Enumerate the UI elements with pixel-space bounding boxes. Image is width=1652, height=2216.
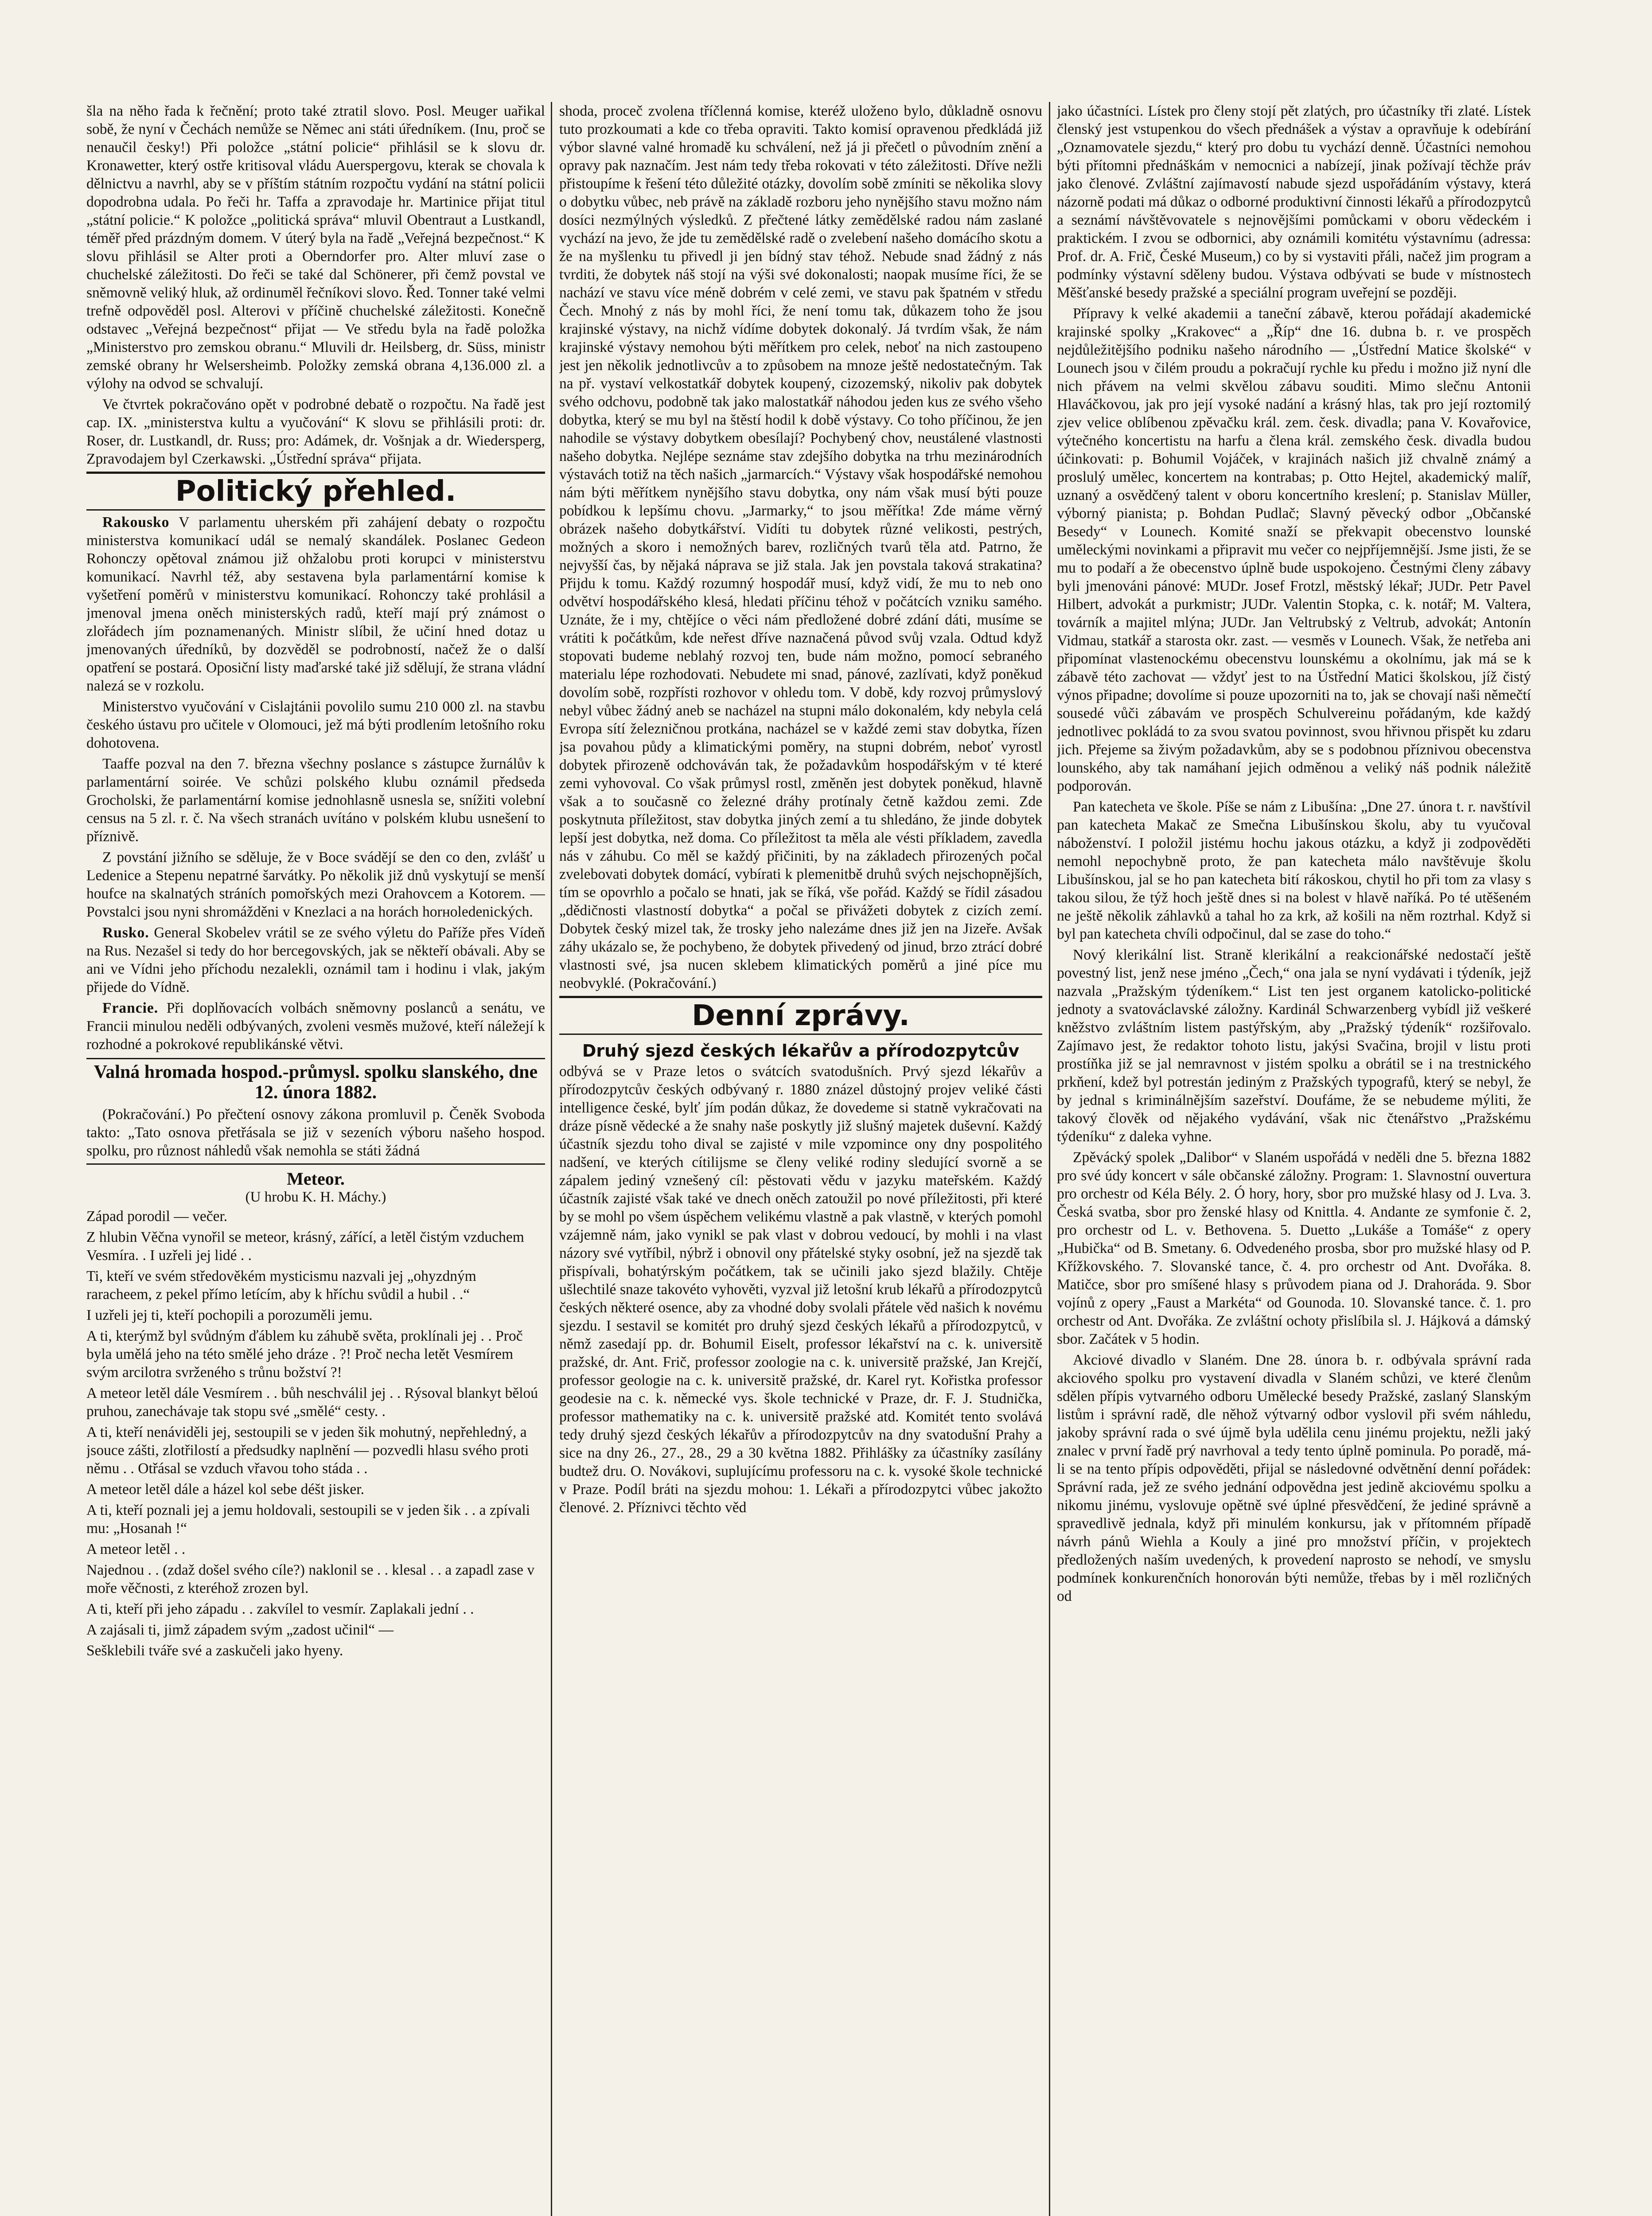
news-paragraph: jako účastníci. Lístek pro členy stojí pět zlatých, pro účastníky tři zlaté. Lístek členský jest vstupenkou do všech přednášek a výstav a opravňuje k odebírání „Oznamovatele sjezdu,“ který pro dobu tu vychází denně. Účastníci nemohou býti přítomni přednáškám v nemocnici a nabízejí, jinak požívají těchže práv jako členové. Zvláštní zajímavostí nabude sjezd uspořádáním výstavy, která názorně podati má důkaz o odborné produktivní činnosti lékařů a přírodozpytců a seznámí návštěvovatele s nejnovějšími pomůckami v oboru vědeckém i praktickém. I zvou se odbornici, aby oznámili komitétu výstavnímu (adressa: Prof. dr. A. Frič, České Museum,) co by si vystaviti přáli, načež jim program a podmínky výstavní sděleny budou. Výstava odbývati se bude v místnostech Měšťanské besedy pražské a speciální program uveřejní se později.	[1057, 103, 1531, 301]
politics-lead: Francie.	[102, 1000, 159, 1016]
assembly-continued-paragraph: shoda, proceč zvolena tříčlenná komise, kteréž uloženo bylo, důkladně osnovu tuto prozkoumati a kde co třeba opraviti. Takto komisí opravenou předkládá již výbor slavné valné hromadě ku schválení, než já ji přečetl o původním znění a opravy pak naznačím. Jest nám tedy třeba rokovati v této záležitosti. Dříve nežli přistoupíme k řešení této důležité otázky, dovolím sobě zmíniti se několika slovy o dobytku vůbec, neb právě na základě rozboru jeho nynějšího stavu možno nám dosíci nezmýlných výsledků. Z přečtené látky zemědělské radou nám zaslané vychází na jevo, že jde tu zemědělské radě o zvelebení našeho domácího skotu a že na myšlenku tu přivedl ji jen bídný stav téhož. Nebude snad žádný z nás tvrditi, že dobytek náš stojí na výši své dokonalosti; naopak musíme říci, že se nachází ve stavu více méně dobrém v celé zemi, ve stavu pak špatném v středu Čech. Mnohý z nás by mohl říci, že není tomu tak, důkazem toho že jsou krajinské výstavy, na nichž vídíme dobytek dokonalý. Já tvrdím však, že nám krajinské výstavy nemohou býti měřítkem pro celek, neboť na nich zastoupeno jest jen několik jednotlivcův a to způsobem na mnoze ještě nedostatečným. Tak na př. vystaví velkostatkář dobytek koupený, cizozemský, nikoliv pak dobytek svého odchovu, podobně tak jako malostatkář náhodou jeden kus ze svého všeho dobytka, který se mu byl na štěstí hodil k době výstavy. Co toho příčinou, že jen nahodile se výstavy dobytkem obesílají? Pochybený chov, neustálené vlastnosti našeho dobytka. Nejlépe seznáme stav zdejšího dobytka na trhu mezinárodních výstavách totiž na těch našich „jarmarcích.“ Výstavy však hospodářské nemohou nám býti měřítkem nynějšího stavu dobytka, ony nám však musí býti pouze pobídkou k lepšímu chovu. „Jarmarky,“ to jsou měřítka! Zde máme věrný obrázek našeho dobytkářství. Vidíti tu dobytek různé velikosti, pestrých, možných a skoro i nemožných barev, rozličných tvarů těla atd. Patrno, že nejvyšší čas, by nějaká náprava se již stala. Jak jen povstala taková strakatina? Přijdu k tomu. Každý rozumný hospodář musí, když vidí, že mu to neb ono odvětví hospodářského klesá, hledati příčinu téhož v počátcích vzniku samého. Uznáte, že i my, chtějíce o věci nám předložené dobré zdání dáti, musíme se vrátiti k počátkům, kde neřest dříve naznačená původ svůj vzala. Odtud když stopovati budeme neblahý rozvoj ten, bude nám možno, pomocí sebraného materialu lépe rozhodovati. Nebudete mi snad, pánové, zazlívati, když poněkud dovolím sobě, rozpřísti rozhovor v ohledu tom. V době, kdy rozvoj průmyslový nebyl vůbec žádný aneb se nacházel na stupni málo dokonalém, kdy nebyla celá Evropa sítí železničnou protkána, nacházel se v každé zemi stav dobytka, řízen jsa povahou půdy a klimatickými poměry, na stupni dobrém, neboť vyrostl dobytek přirozeně odchováván tak, že požadavkům hospodářským v té které zemi vyhovoval. Co však průmysl rostl, změněn jest dobytek poněkud, hlavně však a to současně co železné dráhy protínaly četně každou zemi. Zde poskytnuta příležitost, stav dobytka jiných zemí a tu shledáno, že jinde dobytek lepší jest dobytka, než doma. Co příležitost ta měla ale vésti příkladem, zavedla nás v záhubu. Co měl se každý přičiniti, by na základech přirozených počal zvelebovati dobytek domácí, vybírati k plemenitbě druhů svých nejschopnějších, tím se opovrhlo a počalo se hnati, jak se říká, vše pořád. Každý se řídil zásadou „dědičnosti vlastností dobytka“ a počal se přivážeti dobytek z cizích zemí. Dobytek český mizel tak, že trosky jeho nalezáme dnes již jen na Jizeře. Avšak záhy ukázalo se, že pochybeno, že dobytek přivedený od jinud, brzo ztrácí dobré vlastnosti své, jsa nucen sklebem klimatických poměrů a jiné píce mu neobvyklé. (Pokračování.)	[559, 103, 1042, 991]
column-1	[86, 102, 545, 2216]
poem-line: Z hlubin Věčna vynořil se meteor, krásný, zářící, a letěl čistým vzduchem Vesmíra. . I uzřeli jej lidé . .	[86, 1229, 524, 1264]
column-rule-left	[551, 102, 552, 2216]
poem-line: A ti, kteří při jeho západu . . zakvílel to vesmír. Zaplakali jední . .	[86, 1601, 474, 1617]
poem-line: A meteor letěl . .	[86, 1541, 186, 1557]
politics-lead: Rakousko	[102, 514, 170, 531]
poem-subtitle: (U hrobu K. H. Máchy.)	[245, 1189, 386, 1205]
assembly-paragraph: (Pokračování.) Po přečtení osnovy zákona promluvil p. Čeněk Svoboda takto: „Tato osnova přetřásala se již v sezeních výboru našeho hospod. spolku, pro různost náhledů však nemohla se státi žádná	[86, 1106, 545, 1159]
poem-line: A ti, kterýmž byl svůdným ďáblem ku záhubě světa, proklínali jej . . Proč byla umělá jeho na této smělé jeho dráze . ?! Proč necha letět Vesmírem svým arcilotra svrženého s trůnu božství ?!	[86, 1328, 523, 1381]
politics-paragraph: Taaffe pozval na den 7. března všechny poslance s zástupce žurnálův k parlamentární soirée. Ve schůzi polského klubu oznámil předseda Grocholski, že parlamentární komise jednohlasně usnesla se, snížiti volební census na 5 zl. r. č. Na všech stranách uvítáno v polském klubu usnešení to příznivě.	[86, 756, 545, 845]
assembly-heading: Valná hromada hospod.-průmysl. spolku slanského, dne 12. února 1882.	[86, 1058, 545, 1103]
politics-heading: Politický přehled.	[86, 472, 545, 511]
politics-paragraph: Rusko. General Skobelev vrátil se ze svého výletu do Paříže přes Vídeň na Rus. Nezašel si tedy do hor bercegovských, jak se někteří obávali. Aby se ani ve Vídni jeho příchodu nezalekli, oznámil tam i hodinu i vlak, jakým přijede do Vídně.	[86, 925, 545, 995]
poem-line: A meteor letěl dále Vesmírem . . bůh neschválil jej . . Rýsoval blankyt běloú pruhou, zanechávaje tak stopu své „smělé“ cesty. .	[86, 1385, 538, 1420]
intro-article	[86, 102, 545, 468]
poem-line: A meteor letěl dále a házel kol sebe déšt jisker.	[86, 1481, 364, 1498]
poem-line: A ti, kteří nenáviděli jej, sestoupili se v jeden šik mohutný, nepřehledný, a jsouce zášti, zlotřilostí a předsudky naplnění — pozvedli hlasu svého proti němu . . Otřásal se vzduch vřavou toho stáda . .	[86, 1424, 529, 1477]
news-paragraph: Nový klerikální list. Straně klerikální a reakcionářské nedostačí ještě povestný list, jenž nese jméno „Čech,“ ona jala se nyní vydávati i týdeník, jejž nazvala „Pražským týdeníkem.“ List ten jest organem katolicko-politické jednoty a svatováclavské záložny. Kardinál Schwarzenberg vybídl již veškeré kněžstvo zvláštním listem pastýřským, aby „Pražský týdeník“ rozšiřovalo. Zajímavo jest, že redaktor tohoto listu, jakýsi Svačina, brojil v listu proti prostíňka již se jal nemravnost v jistém spolku a obrátil se i na trestnického prkňení, kdež byl potrestán jediným z Pražských typografů, který se nebyl, že by jednal s kriminálnějším sazeřství. Doufáme, že se nebudeme mýliti, že takový člověk od nějakého vydávání, však nic čtenářstvo „Pražskému týdeníku“ z daleka vyhne.	[1057, 947, 1531, 1145]
politics-section	[86, 513, 545, 1053]
intro-paragraph: šla na něho řada k řečnění; proto také ztratil slovo. Posl. Meuger uařikal sobě, že nyní v Čechách nemůže se Němec ani státi úředníkem. (Inu, proč se nenaučil česky!) Při položce „státní policie“ přihlásil se k slovu dr. Kronawetter, který ostře kritisoval vládu Auerspergovu, kterak se chovala k dělnictvu a navrhl, aby se v příštím státním rozpočtu vydání na státní policii dopodrobna udala. Po řeči hr. Taffa a zpravodaje hr. Martinice přijat titul „státní policie.“ K položce „politická správa“ mluvil Obentraut a Lustkandl, téměř před prázdným domem. V úterý byla na řadě „Veřejná bezpečnost.“ K slovu přihlásil se Alter proti a Oberndorfer pro. Alter mluví zase o chuchelské záležitosti. Do řeči se také dal Schönerer, při čemž povstal ve sněmovně veliký hluk, až ordinuměl řečníkovi slovo. Řed. Tonner také velmi trefně odpověděl posl. Alterovi v příčině chuchelské záležitosti. Konečně odstavec „Veřejná bezpečnost“ přijat — Ve středu byla na řadě položka „Ministerstvo pro zemskou obranu.“ Mluvili dr. Heilsberg, dr. Süss, ministr zemské obrany hr Welsersheimb. Položky zemská obrana 4,136.000 zl. a výlohy na odvod se schvalují.	[86, 103, 545, 392]
poem-line: A ti, kteří poznali jej a jemu holdovali, sestoupili se v jeden šik . . a zpívali mu: „Hosanah !“	[86, 1502, 530, 1537]
poem-line: A zajásali ti, jimž západem svým „zadost učinil“ —	[86, 1622, 394, 1638]
poem-line: Najednou . . (zdaž došel svého cíle?) naklonil se . . klesal . . a zapadl zase v moře věčnosti, z kteréhož zrozen byl.	[86, 1562, 535, 1596]
politics-paragraph: Francie. Při doplňovacích volbách sněmovny poslanců a senátu, ve Francii minulou neděli odbývaných, zvoleni vesměs mužové, kteří náležejí k rozhodné a pokrokové republikánské větvi.	[86, 1000, 545, 1053]
news-paragraph: Zpěvácký spolek „Dalibor“ v Slaném uspořádá v neděli dne 5. března 1882 pro své údy koncert v sále občanské záložny. Program: 1. Slavnostní ouvertura pro orchestr od Kéla Bély. 2. Ó hory, hory, sbor pro mužské hlasy od J. Lva. 3. Česká svatba, sbor pro ženské hlasy od Knittla. 4. Andante ze symfonie č. 2, pro orchestr od L. v. Bethovena. 5. Duetto „Lukáše a Tomáše“ z opery „Hubička“ od B. Smetany. 6. Odvedeného prosba, sbor pro mužské hlasy od P. Křížkovského. 7. Slovanské tance, č. 4. pro orchestr od Ant. Dvořáka. 8. Matičce, sbor pro smíšené hlasy s průvodem piana od J. Drahoráda. 9. Sbor vojínů z opery „Faust a Markéta“ od Gounoda. 10. Slovanské tance. č. 1. pro orchestr od Ant. Dvořáka. Ze zvláštní ochoty přislíbila sl. J. Hájková a dámský sbor. Začátek v 5 hodin.	[1057, 1149, 1531, 1347]
intro-paragraph: Ve čtvrtek pokračováno opět v podrobné debatě o rozpočtu. Na řadě jest cap. IX. „ministerstva kultu a vyučování“ K slovu se přihlásili proti: dr. Roser, dr. Lustkandl, dr. Russ; pro: Adámek, dr. Vošnjak a dr. Wiedersperg, Zpravodajem byl Czerkawski. „Ústřední správa“ přijata.	[86, 396, 545, 467]
section-divider	[86, 1163, 545, 1165]
congress-paragraph: odbývá se v Praze letos o svátcích svatodušních. Prvý sjezd lékařův a přírodozpytcův českých odbývaný r. 1880 znázel důstojný projev veliké části intelligence české, bylť jím podán důkaz, že dovedeme si statně vykračovati na dráze písně vědecké a že snahy naše poskytly již slušný majetek duševní. Každý účastník sjezdu toho dival se zajisté v mile vzpomince ony dny pospolitého nadšení, ve kterých cítilijsme se členy veliké rodiny sledující svorně a se zápalem jediný vznešený cíl: pěstovati vědu v jazyku mateřském. Každý účastník zajisté však také ve dnech oněch zatoužil po nové příležitosti, při které by se mohl po všem úspěchem velikému vlastně a pak vlastně, v kterých pomohl vzájemně nám, jako vynikl se pak vlast v dobrou vedoucí, by mohli i na vlast názory své vytříbil, nýbrž i obnovil ony přátelské styky osobní, jež na sjezdě tak přispívali, bohatýrským počátkem, tak se učinili jako sjezd blažily. Chtěje ušlechtilé snaze takovéto vyhověti, vyzval již letošní krub lékařů a přírodozpytců českých některé osence, aby za vhodné doby svolali přátele věd našich k novému sjezdu. I sestavil se komitét pro druhý sjezd českých lékařů a přírodozpytců, v němž zasedají pp. dr. Bohumil Eiselt, professor lékařství na c. k. universitě pražské, dr. Ant. Frič, professor zoologie na c. k. universitě pražské, Jan Krejčí, professor geologie na c. k. universitě pražské, dr. Karel ryt. Kořistka professor geodesie na c. k. německé vys. škole technické v Praze, dr. F. J. Studnička, professor mathematiky na c. k. universitě pražské atd. Komitét tento svolává tedy druhý sjezd českých lékařův a přírodozpytcův na dny svatodušní Prahy a sice na dny 26., 27., 28., 29 a 30 května 1882. Přihlášky za účastníky zasílány budtež dru. O. Novákovi, suplujícímu professoru na c. k. vysoké škole technické v Praze. Podíl bráti na sjezdu mohou: 1. Lékaři a přírodozpytci vůbec jakožto členové. 2. Příznivci těchto věd	[559, 1063, 1042, 1516]
poem-line: Západ porodil — večer.	[86, 1208, 228, 1225]
column-3	[1057, 102, 1531, 2216]
news-paragraph: Přípravy k velké akademii a taneční zábavě, kterou pořádají akademické krajinské spolky „Krakovec“ a „Říp“ dne 16. dubna b. r. ve prospěch nejdůležitějšího podniku našeho národního — „Ústřední Matice školské“ v Lounech jsou v čilém proudu a pokračují rychle ku předu i možno již nyní dle nich přávem na velmi skvělou zábavu souditi. Mimo slečnu Antonii Hlaváčkovou, jak pro její vysoké nadání a krásný hlas, tak pro její roztomilý zjev velice oblíbenou zpěvačku král. zem. česk. divadla; pana V. Kovařovice, výtečného koncertistu na harfu a člena král. zemského česk. divadla budou účinkovati: p. Bohumil Vojáček, v krajinách našich již chvalně známý a proslulý umělec, koncertem na kontrabas; p. Otto Hejtel, akademický malíř, uznaný a osvědčený talent v oboru koncertního kreslení; p. Stanislav Müller, výborný pianista; p. Bohdan Pudlač; Slavný pěvecký odbor „Občanské Besedy“ v Lounech. Komité snaží se překvapit obecenstvo lounské uměleckými novinkami a připravit mu večer co nejpříjemnější. Jsme jisti, že se mu to podaří a že obecenstvo úplně bude uspokojeno. Čestnými členy zábavy byli jmenováni pánové: MUDr. Josef Frotzl, městský lékař; JUDr. Petr Pavel Hilbert, advokát a purkmistr; JUDr. Valentin Stopka, c. k. notář; M. Valtera, továrník a majitel mlýna; JUDr. Jan Veltrubský z Veltrub, advokát; Antonín Vidmau, statkář a starosta okr. zast. — vesměs v Lounech. Však, že netřeba ani připomínat vlastenockému obecenstvu lounskému a okolnímu, jak má se k zábavě této zachovat — vždyť jest to na Ústřední Matici školskou, jíž čistý výnos připadne; dovolíme si pouze upozorniti na to, jak se chovají naši němečtí sousedé vůči zábavám ve prospěch Schulvereinu pořádaným, kde každý jednotlivec pokládá to za svou svatou povinnost, svou hřivnou přispět ku zdaru jich. Přejeme sa živým požadavkům, aby se s podobnou příznivou obecenstva lounského, aby tak namáhaní jejich odměnou a veliký náš podnik náležitě podporován.	[1057, 305, 1531, 794]
poem-line: Sešklebili tváře své a zaskučeli jako hyeny.	[86, 1642, 343, 1659]
daily-news-heading: Denní zprávy.	[559, 996, 1042, 1035]
news-paragraph: Akciové divadlo v Slaném. Dne 28. února b. r. odbývala správní rada akciového spolku pro vystavení divadla v Slaném schůzi, ve které členům sdělen přípis vytvarného odboru Umělecké besedy Pražské, zaslaný Slanským listům i správní radě, dle něhož výtvarný odbor vyslovil při svém náhledu, jakoby správní rada o své újmě byla udělila cenu jinému projektu, nežli jaký znalec v první řadě prý navrhoval a tedy tento úplně pominula. Po poradě, má-li se na tento přípis odpověděti, přijal se následovné odvětnění denní pořádek: Správní rada, jež ze svého jednání odpovědna jest jedině akciovému spolku a nikomu jinému, vyslovuje opětně své úplné přesvědčení, že jediné správně a spravedlivě jednala, když při minulém konkursu, jak v přítomném případě návrh pánů Wiehla a Kouly a jiné pro množství příčin, v projektech předložených naším uvedených, k provedení naprosto se nehodí, ve smyslu podmínek konkurenčních honorován býti nemůže, třebas by i měl rozličných od	[1057, 1352, 1531, 1604]
column-rule-right	[1049, 102, 1050, 2216]
poem-title: Meteor.	[287, 1169, 345, 1189]
politics-paragraph: Ministerstvo vyučování v Cislajtánii povolilo sumu 210 000 zl. na stavbu českého ústavu pro učitele v Olomouci, jež má býti prodlením letošního roku dohotovena.	[86, 698, 545, 751]
politics-paragraph: Z povstání jižního se sděluje, že v Boce svádějí se den co den, zvlášť u Ledenice a Stepenu nepatrné šarvátky. Po několik již dnů vyskytují se menší houfce na skalnatých stráních pomořských mezi Orahovcem a Kotorem. — Povstalci jsou nyni shromážděni v Knezlaci a na horách horноledenických.	[86, 849, 545, 920]
poem-line: Ti, kteří ve svém středověkém mysticismu nazvali jej „ohyzdným raracheem, z pekel přímo letícím, aby k hříchu svůdil a hubil . .“	[86, 1268, 476, 1303]
poem-line: I uzřeli jej ti, kteří pochopili a porozuměli jemu.	[86, 1307, 373, 1323]
politics-lead: Rusko.	[102, 925, 149, 941]
politics-paragraph: Rakousko V parlamentu uherském při zahájení debaty o rozpočtu ministerstva komunikací udál se nemalý skandálek. Poslanec Gedeon Rohonczy opětoval známou již ohžalobu proti korupci v ministerstvu komunikací. Navrhl též, aby sestavena byla parlamentární komise k vyšetření poměrů v ministerstvu komunikací. Rohonczy také prohlásil a jmenoval jmena oněch ministerských radů, kteří mají prý známost o zlořádech jím poznamenaných. Ministr slíbil, že učiní hned dotaz u jmenovaných úředníků, by dozvěděl se podrobností, načež že o další opatření se postará. Oposiční listy maďarské také již sdělují, že strana vládní nalezá se v rozkolu.	[86, 514, 545, 694]
column-2	[559, 102, 1042, 2216]
congress-heading: Druhý sjezd českých lékařův a přírodozpytcův	[582, 1041, 1020, 1061]
poem-lines	[86, 1207, 545, 1660]
news-paragraph: Pan katecheta ve škole. Píše se nám z Libušína: „Dne 27. února t. r. navštívil pan katecheta Makač ze Smečna Libušínskou školu, aby tu vyučoval náboženství. I položil jistému hochu jakous otázku, a když ji zodpověděti nemohl nepochybně proto, že pan katecheta málo navštěvuje školu Libušínskou, jal se ho pan katecheta bití rákoskou, chytil ho při tom za vlasy s takou silou, že týž hoch ještě dnes si na bolest v hlavě naříká. Po té utěšeném ne ještě několik záhlavků a tahal ho za krk, až košili na něm roztrhal. Když si byl pan katecheta chvíli odpočinul, dal se zase do toho.“	[1057, 799, 1531, 942]
poem	[86, 1168, 545, 1660]
